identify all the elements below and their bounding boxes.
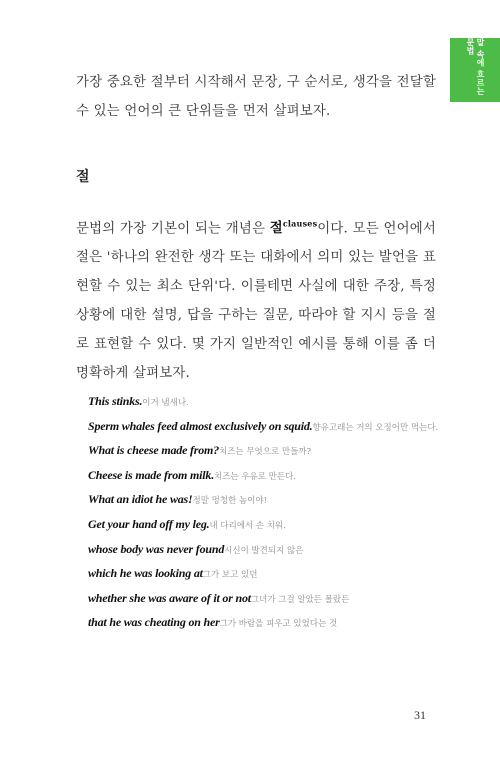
- example-korean: 향유고래는 거의 오징어만 먹는다.: [312, 422, 439, 433]
- example-item: [88, 486, 468, 511]
- example-english: which he was looking at: [88, 566, 203, 581]
- example-korean: 그가 바람을 피우고 있었다는 것: [219, 619, 338, 630]
- example-item: [88, 560, 468, 585]
- chapter-tab-label: 말 속에 흐르는 문법: [466, 38, 485, 96]
- example-item: [88, 536, 468, 561]
- example-item: [88, 585, 468, 610]
- example-korean: 치즈는 무엇으로 만들까?: [219, 447, 312, 458]
- example-korean: 치즈는 우유로 만든다.: [214, 471, 297, 482]
- example-item: [88, 462, 468, 487]
- example-english: whose body was never found: [88, 541, 225, 556]
- intro-paragraph: 가장 중요한 절부터 시작해서 문장, 구 순서로, 생각을 전달할 수 있는 언어의 큰 단위들을 먼저 살펴보자.: [76, 75, 436, 119]
- example-english: whether she was aware of it or not: [88, 590, 251, 605]
- example-item: [88, 388, 468, 413]
- example-korean: 그녀가 그걸 알았든 몰랐든: [250, 594, 350, 605]
- paragraph-lead-text: 문법의 가장 기본이 되는 개념은: [76, 221, 270, 237]
- example-list: [88, 388, 468, 634]
- page-number: 31: [414, 708, 426, 722]
- example-item: [88, 609, 468, 634]
- example-english: Cheese is made from milk.: [88, 467, 214, 482]
- example-english: that he was cheating on her: [88, 615, 220, 630]
- example-english: This stinks.: [88, 394, 143, 408]
- term-english: clauses: [282, 219, 318, 229]
- example-korean: 이거 냄새나.: [142, 398, 189, 408]
- example-korean: 그가 보고 있던: [202, 570, 258, 581]
- example-item: [88, 511, 468, 536]
- paragraph-body-text: 이다. 모든 언어에서 절은 '하나의 완전한 생각 또는 대화에서 의미 있는 발언을 표현할 수 있는 최소 단위'다. 이를테면 사실에 대한 주장, 특정 상황에 대한 설명, 답을 구하는 질문, 따라야 할 지시 등을 절로 표현할 수 있다. 몇 가지 일반적인 예시를 통해 이를 좀 더 명확하게 살펴보자.: [76, 221, 437, 382]
- example-korean: 내 다리에서 손 치워.: [209, 520, 286, 531]
- example-english: What is cheese made from?: [88, 443, 219, 458]
- example-korean: 시신이 발견되지 않은: [224, 545, 304, 556]
- example-english: Sperm whales feed almost exclusively on squid.: [88, 418, 313, 433]
- chapter-tab: [450, 38, 500, 102]
- example-item: [88, 437, 468, 462]
- example-english: Get your hand off my leg.: [88, 516, 210, 531]
- example-korean: 정말 멍청한 놈이야!: [192, 496, 268, 507]
- term-korean: 절: [269, 220, 283, 237]
- term-clause: [270, 220, 318, 236]
- example-item: [88, 413, 468, 438]
- clause-definition-paragraph: [76, 210, 436, 388]
- example-english: What an idiot he was!: [88, 492, 193, 507]
- section-heading: 절: [76, 169, 90, 185]
